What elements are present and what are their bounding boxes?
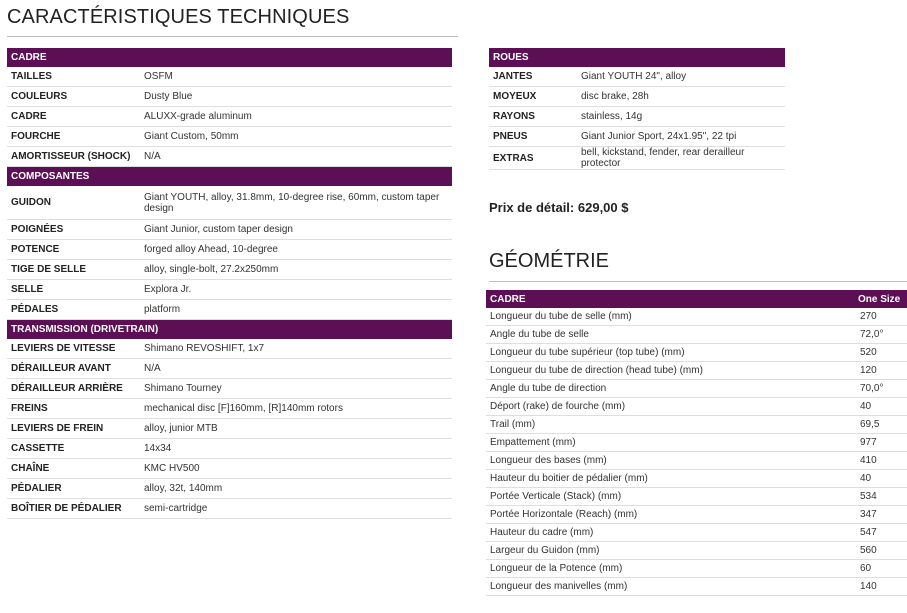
spec-row [7,499,452,519]
section-header-wheels [489,48,785,67]
row-value: 120 [856,362,907,380]
row-value: KMC HV500 [140,459,452,479]
row-label: Longueur des manivelles (mm) [486,578,856,596]
row-label: BOÎTIER DE PÉDALIER [7,499,140,519]
row-label: Empattement (mm) [486,434,856,452]
spec-row [7,419,452,439]
row-value: 410 [856,452,907,470]
row-label: Hauteur du cadre (mm) [486,524,856,542]
price-value: 629,00 $ [577,200,629,215]
row-value: alloy, 32t, 140mm [140,479,452,499]
geometry-row [486,488,907,506]
geometry-row [486,434,907,452]
section-header [7,167,452,187]
row-value: 14x34 [140,439,452,459]
row-label: EXTRAS [489,147,577,170]
row-label: Longueur des bases (mm) [486,452,856,470]
row-label: Déport (rake) de fourche (mm) [486,398,856,416]
row-label: GUIDON [7,186,140,220]
row-label: Hauteur du boitier de pédalier (mm) [486,470,856,488]
spec-row [7,127,452,147]
row-value: 60 [856,560,907,578]
row-label: AMORTISSEUR (SHOCK) [7,147,140,167]
row-label: JANTES [489,67,577,87]
row-label: POIGNÉES [7,220,140,240]
geometry-row [486,452,907,470]
geometry-row [486,380,907,398]
row-value: 560 [856,542,907,560]
row-value: alloy, junior MTB [140,419,452,439]
section-header [7,320,452,340]
row-value: 534 [856,488,907,506]
row-value: ALUXX-grade aluminum [140,107,452,127]
row-label: PNEUS [489,127,577,147]
row-label: Largeur du Guidon (mm) [486,542,856,560]
row-label: PÉDALES [7,300,140,320]
spec-row [7,87,452,107]
geometry-row [486,344,907,362]
geometry-header [486,290,907,308]
spec-row [7,260,452,280]
spec-row [489,107,785,127]
row-value: semi-cartridge [140,499,452,519]
section-header-label: COMPOSANTES [7,167,452,187]
row-label: LEVIERS DE FREIN [7,419,140,439]
row-value: 40 [856,398,907,416]
section-header-label: TRANSMISSION (DRIVETRAIN) [7,320,452,340]
row-value: OSFM [140,67,452,87]
row-value: Shimano Tourney [140,379,452,399]
spec-row [7,220,452,240]
row-value: mechanical disc [F]160mm, [R]140mm rotors [140,399,452,419]
row-label: CADRE [7,107,140,127]
row-value: Giant YOUTH, alloy, 31.8mm, 10-degree rise, 60mm, custom taper design [140,186,452,220]
retail-price [489,200,628,215]
row-label: FREINS [7,399,140,419]
row-value: Dusty Blue [140,87,452,107]
row-label: TAILLES [7,67,140,87]
row-label: Portée Verticale (Stack) (mm) [486,488,856,506]
row-label: PÉDALIER [7,479,140,499]
row-label: TIGE DE SELLE [7,260,140,280]
spec-row [7,147,452,167]
spec-row [489,127,785,147]
spec-row [7,107,452,127]
row-label: Portée Horizontale (Reach) (mm) [486,506,856,524]
row-value: 520 [856,344,907,362]
row-value: Shimano REVOSHIFT, 1x7 [140,339,452,359]
geometry-divider [489,281,907,282]
row-value: Giant Junior Sport, 24x1.95", 22 tpi [577,127,785,147]
row-label: Longueur du tube de direction (head tube) (mm) [486,362,856,380]
geometry-row [486,398,907,416]
spec-row [7,479,452,499]
row-value: Giant YOUTH 24", alloy [577,67,785,87]
row-label: Longueur du tube de selle (mm) [486,308,856,326]
row-label: RAYONS [489,107,577,127]
row-label: Trail (mm) [486,416,856,434]
spec-row [7,379,452,399]
geometry-header-size: One Size [856,290,907,308]
row-label: Angle du tube de direction [486,380,856,398]
row-label: Longueur de la Potence (mm) [486,560,856,578]
geometry-row [486,542,907,560]
geometry-row [486,326,907,344]
specs-table [7,48,452,519]
row-label: FOURCHE [7,127,140,147]
wheels-table [489,48,785,170]
row-value: Giant Junior, custom taper design [140,220,452,240]
spec-row [7,280,452,300]
geometry-header-left: CADRE [486,290,856,308]
geometry-title: GÉOMÉTRIE [489,250,610,272]
spec-row [489,67,785,87]
row-label: DÉRAILLEUR AVANT [7,359,140,379]
row-value: Giant Custom, 50mm [140,127,452,147]
spec-row [7,67,452,87]
row-value: forged alloy Ahead, 10-degree [140,240,452,260]
row-value: stainless, 14g [577,107,785,127]
title-divider [7,36,458,37]
row-value: 40 [856,470,907,488]
spec-row [7,339,452,359]
spec-row [489,147,785,170]
spec-row [489,87,785,107]
geometry-row [486,578,907,596]
section-header-label: ROUES [489,48,785,67]
row-label: SELLE [7,280,140,300]
row-value: N/A [140,359,452,379]
spec-row [7,459,452,479]
row-label: CASSETTE [7,439,140,459]
geometry-row [486,506,907,524]
row-label: Longueur du tube supérieur (top tube) (mm) [486,344,856,362]
geometry-row [486,470,907,488]
geometry-row [486,416,907,434]
spec-row [7,439,452,459]
section-header [7,48,452,67]
row-value: 70,0° [856,380,907,398]
geometry-row [486,524,907,542]
row-label: MOYEUX [489,87,577,107]
row-label: COULEURS [7,87,140,107]
geometry-table [486,290,907,596]
row-label: LEVIERS DE VITESSE [7,339,140,359]
row-value: 140 [856,578,907,596]
row-value: bell, kickstand, fender, rear derailleur protector [577,147,785,170]
section-header-label: CADRE [7,48,452,67]
row-value: N/A [140,147,452,167]
spec-row [7,300,452,320]
price-label: Prix de détail: [489,200,575,215]
row-value: 69,5 [856,416,907,434]
spec-row [7,186,452,220]
spec-row [7,359,452,379]
spec-row [7,399,452,419]
row-label: DÉRAILLEUR ARRIÈRE [7,379,140,399]
row-value: 977 [856,434,907,452]
row-label: POTENCE [7,240,140,260]
spec-row [7,240,452,260]
row-value: 547 [856,524,907,542]
row-value: 72,0° [856,326,907,344]
geometry-row [486,362,907,380]
row-label: Angle du tube de selle [486,326,856,344]
row-value: disc brake, 28h [577,87,785,107]
row-value: 270 [856,308,907,326]
geometry-row [486,308,907,326]
page-title: CARACTÉRISTIQUES TECHNIQUES [7,6,350,28]
row-value: 347 [856,506,907,524]
geometry-row [486,560,907,578]
row-value: Explora Jr. [140,280,452,300]
row-value: alloy, single-bolt, 27.2x250mm [140,260,452,280]
row-label: CHAÎNE [7,459,140,479]
row-value: platform [140,300,452,320]
